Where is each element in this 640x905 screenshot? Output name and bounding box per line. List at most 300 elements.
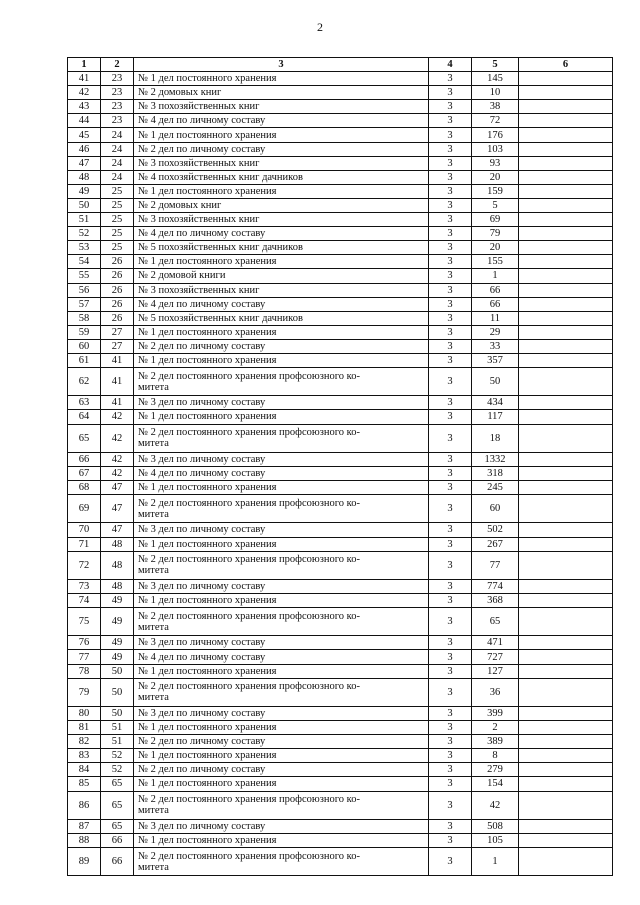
row-number-cell: 61 <box>68 353 101 367</box>
column-4-cell: 3 <box>429 297 472 311</box>
column-4-cell: 3 <box>429 721 472 735</box>
column-4-cell: 3 <box>429 424 472 452</box>
table-row <box>68 777 613 791</box>
note-cell <box>519 551 613 579</box>
table-row <box>68 255 613 269</box>
count-cell: 245 <box>472 481 519 495</box>
column-4-cell: 3 <box>429 198 472 212</box>
note-cell <box>519 72 613 86</box>
count-cell: 42 <box>472 791 519 819</box>
header-col-6: 6 <box>519 58 613 72</box>
table-row <box>68 791 613 819</box>
description-cell: № 1 дел постоянного хранения <box>134 777 429 791</box>
description-cell: № 2 дел постоянного хранения профсоюзного ко- митета <box>134 791 429 819</box>
fond-number-cell: 23 <box>101 100 134 114</box>
row-number-cell: 70 <box>68 523 101 537</box>
column-4-cell: 3 <box>429 833 472 847</box>
description-cell: № 1 дел постоянного хранения <box>134 537 429 551</box>
table-row <box>68 452 613 466</box>
note-cell <box>519 706 613 720</box>
description-cell: № 1 дел постоянного хранения <box>134 833 429 847</box>
fond-number-cell: 49 <box>101 650 134 664</box>
fond-number-cell: 52 <box>101 763 134 777</box>
row-number-cell: 60 <box>68 339 101 353</box>
table-row <box>68 100 613 114</box>
column-4-cell: 3 <box>429 255 472 269</box>
row-number-cell: 65 <box>68 424 101 452</box>
table-row <box>68 353 613 367</box>
column-4-cell: 3 <box>429 410 472 424</box>
table-row <box>68 396 613 410</box>
fond-number-cell: 23 <box>101 72 134 86</box>
description-cell: № 2 дел по личному составу <box>134 763 429 777</box>
column-4-cell: 3 <box>429 184 472 198</box>
row-number-cell: 74 <box>68 594 101 608</box>
fond-number-cell: 25 <box>101 184 134 198</box>
note-cell <box>519 297 613 311</box>
description-cell: № 2 дел постоянного хранения профсоюзного ко- митета <box>134 424 429 452</box>
table-row <box>68 283 613 297</box>
note-cell <box>519 184 613 198</box>
fond-number-cell: 52 <box>101 749 134 763</box>
note-cell <box>519 833 613 847</box>
description-cell: № 5 похозяйственных книг дачников <box>134 241 429 255</box>
description-cell: № 2 дел по личному составу <box>134 142 429 156</box>
row-number-cell: 42 <box>68 86 101 100</box>
table-row <box>68 650 613 664</box>
description-cell: № 2 дел постоянного хранения профсоюзного ко- митета <box>134 495 429 523</box>
header-col-5: 5 <box>472 58 519 72</box>
column-4-cell: 3 <box>429 100 472 114</box>
count-cell: 389 <box>472 735 519 749</box>
fond-number-cell: 23 <box>101 114 134 128</box>
note-cell <box>519 114 613 128</box>
count-cell: 105 <box>472 833 519 847</box>
description-cell: № 3 дел по личному составу <box>134 396 429 410</box>
column-4-cell: 3 <box>429 368 472 396</box>
row-number-cell: 49 <box>68 184 101 198</box>
column-4-cell: 3 <box>429 819 472 833</box>
note-cell <box>519 819 613 833</box>
row-number-cell: 75 <box>68 608 101 636</box>
column-4-cell: 3 <box>429 636 472 650</box>
count-cell: 127 <box>472 664 519 678</box>
row-number-cell: 48 <box>68 170 101 184</box>
column-4-cell: 3 <box>429 72 472 86</box>
note-cell <box>519 495 613 523</box>
row-number-cell: 69 <box>68 495 101 523</box>
table-header-row <box>68 58 613 72</box>
table-row <box>68 198 613 212</box>
count-cell: 399 <box>472 706 519 720</box>
table-row <box>68 636 613 650</box>
fond-number-cell: 26 <box>101 311 134 325</box>
count-cell: 2 <box>472 721 519 735</box>
column-4-cell: 3 <box>429 749 472 763</box>
row-number-cell: 43 <box>68 100 101 114</box>
fond-number-cell: 42 <box>101 466 134 480</box>
description-cell: № 1 дел постоянного хранения <box>134 749 429 763</box>
table-row <box>68 537 613 551</box>
count-cell: 50 <box>472 368 519 396</box>
note-cell <box>519 128 613 142</box>
table-row <box>68 848 613 876</box>
row-number-cell: 82 <box>68 735 101 749</box>
fond-number-cell: 26 <box>101 269 134 283</box>
column-4-cell: 3 <box>429 227 472 241</box>
row-number-cell: 88 <box>68 833 101 847</box>
row-number-cell: 55 <box>68 269 101 283</box>
page-number: 2 <box>317 20 323 34</box>
count-cell: 471 <box>472 636 519 650</box>
note-cell <box>519 283 613 297</box>
count-cell: 508 <box>472 819 519 833</box>
note-cell <box>519 678 613 706</box>
fond-number-cell: 65 <box>101 819 134 833</box>
row-number-cell: 85 <box>68 777 101 791</box>
note-cell <box>519 452 613 466</box>
table-row <box>68 114 613 128</box>
description-cell: № 4 дел по личному составу <box>134 227 429 241</box>
row-number-cell: 84 <box>68 763 101 777</box>
count-cell: 5 <box>472 198 519 212</box>
fond-number-cell: 48 <box>101 551 134 579</box>
column-4-cell: 3 <box>429 706 472 720</box>
note-cell <box>519 325 613 339</box>
fond-number-cell: 47 <box>101 523 134 537</box>
description-cell: № 2 домовых книг <box>134 198 429 212</box>
count-cell: 18 <box>472 424 519 452</box>
row-number-cell: 54 <box>68 255 101 269</box>
row-number-cell: 58 <box>68 311 101 325</box>
description-cell: № 3 дел по личному составу <box>134 819 429 833</box>
description-cell: № 1 дел постоянного хранения <box>134 664 429 678</box>
fond-number-cell: 42 <box>101 452 134 466</box>
description-cell: № 5 похозяйственных книг дачников <box>134 311 429 325</box>
description-cell: № 1 дел постоянного хранения <box>134 72 429 86</box>
count-cell: 117 <box>472 410 519 424</box>
column-4-cell: 3 <box>429 551 472 579</box>
row-number-cell: 45 <box>68 128 101 142</box>
fond-number-cell: 27 <box>101 339 134 353</box>
archive-table <box>67 57 613 876</box>
column-4-cell: 3 <box>429 608 472 636</box>
note-cell <box>519 424 613 452</box>
row-number-cell: 81 <box>68 721 101 735</box>
table-row <box>68 339 613 353</box>
description-cell: № 4 похозяйственных книг дачников <box>134 170 429 184</box>
column-4-cell: 3 <box>429 213 472 227</box>
fond-number-cell: 24 <box>101 128 134 142</box>
count-cell: 267 <box>472 537 519 551</box>
column-4-cell: 3 <box>429 495 472 523</box>
note-cell <box>519 791 613 819</box>
column-4-cell: 3 <box>429 283 472 297</box>
count-cell: 502 <box>472 523 519 537</box>
description-cell: № 1 дел постоянного хранения <box>134 721 429 735</box>
table-row <box>68 156 613 170</box>
row-number-cell: 44 <box>68 114 101 128</box>
fond-number-cell: 42 <box>101 424 134 452</box>
row-number-cell: 79 <box>68 678 101 706</box>
table-row <box>68 594 613 608</box>
column-4-cell: 3 <box>429 396 472 410</box>
table-row <box>68 410 613 424</box>
description-cell: № 2 дел постоянного хранения профсоюзного ко- митета <box>134 368 429 396</box>
fond-number-cell: 26 <box>101 255 134 269</box>
column-4-cell: 3 <box>429 170 472 184</box>
table-row <box>68 664 613 678</box>
row-number-cell: 77 <box>68 650 101 664</box>
row-number-cell: 41 <box>68 72 101 86</box>
row-number-cell: 89 <box>68 848 101 876</box>
description-cell: № 3 похозяйственных книг <box>134 283 429 297</box>
table-row <box>68 213 613 227</box>
table-row <box>68 833 613 847</box>
column-4-cell: 3 <box>429 523 472 537</box>
row-number-cell: 50 <box>68 198 101 212</box>
count-cell: 103 <box>472 142 519 156</box>
count-cell: 1332 <box>472 452 519 466</box>
description-cell: № 1 дел постоянного хранения <box>134 481 429 495</box>
count-cell: 368 <box>472 594 519 608</box>
count-cell: 66 <box>472 297 519 311</box>
description-cell: № 1 дел постоянного хранения <box>134 410 429 424</box>
description-cell: № 3 похозяйственных книг <box>134 156 429 170</box>
fond-number-cell: 65 <box>101 791 134 819</box>
note-cell <box>519 142 613 156</box>
count-cell: 20 <box>472 241 519 255</box>
table-row <box>68 678 613 706</box>
fond-number-cell: 24 <box>101 170 134 184</box>
count-cell: 279 <box>472 763 519 777</box>
column-4-cell: 3 <box>429 142 472 156</box>
count-cell: 69 <box>472 213 519 227</box>
row-number-cell: 72 <box>68 551 101 579</box>
description-cell: № 4 дел по личному составу <box>134 297 429 311</box>
table-row <box>68 86 613 100</box>
row-number-cell: 80 <box>68 706 101 720</box>
description-cell: № 4 дел по личному составу <box>134 650 429 664</box>
table-row <box>68 170 613 184</box>
table-row <box>68 297 613 311</box>
row-number-cell: 53 <box>68 241 101 255</box>
column-4-cell: 3 <box>429 269 472 283</box>
row-number-cell: 52 <box>68 227 101 241</box>
fond-number-cell: 24 <box>101 156 134 170</box>
header-col-3: 3 <box>134 58 429 72</box>
count-cell: 79 <box>472 227 519 241</box>
count-cell: 93 <box>472 156 519 170</box>
row-number-cell: 62 <box>68 368 101 396</box>
note-cell <box>519 777 613 791</box>
note-cell <box>519 763 613 777</box>
row-number-cell: 83 <box>68 749 101 763</box>
column-4-cell: 3 <box>429 452 472 466</box>
table-row <box>68 551 613 579</box>
table-row <box>68 523 613 537</box>
column-4-cell: 3 <box>429 128 472 142</box>
note-cell <box>519 213 613 227</box>
fond-number-cell: 26 <box>101 283 134 297</box>
description-cell: № 1 дел постоянного хранения <box>134 128 429 142</box>
count-cell: 8 <box>472 749 519 763</box>
column-4-cell: 3 <box>429 325 472 339</box>
table-row <box>68 608 613 636</box>
row-number-cell: 78 <box>68 664 101 678</box>
description-cell: № 3 похозяйственных книг <box>134 213 429 227</box>
description-cell: № 3 дел по личному составу <box>134 452 429 466</box>
count-cell: 357 <box>472 353 519 367</box>
description-cell: № 2 дел по личному составу <box>134 735 429 749</box>
fond-number-cell: 25 <box>101 198 134 212</box>
column-4-cell: 3 <box>429 241 472 255</box>
fond-number-cell: 50 <box>101 678 134 706</box>
row-number-cell: 51 <box>68 213 101 227</box>
fond-number-cell: 66 <box>101 833 134 847</box>
fond-number-cell: 49 <box>101 636 134 650</box>
description-cell: № 2 домовых книг <box>134 86 429 100</box>
note-cell <box>519 721 613 735</box>
count-cell: 1 <box>472 269 519 283</box>
column-4-cell: 3 <box>429 114 472 128</box>
note-cell <box>519 848 613 876</box>
fond-number-cell: 50 <box>101 706 134 720</box>
note-cell <box>519 608 613 636</box>
note-cell <box>519 353 613 367</box>
count-cell: 20 <box>472 170 519 184</box>
note-cell <box>519 227 613 241</box>
description-cell: № 3 дел по личному составу <box>134 706 429 720</box>
fond-number-cell: 49 <box>101 608 134 636</box>
description-cell: № 4 дел по личному составу <box>134 466 429 480</box>
fond-number-cell: 25 <box>101 227 134 241</box>
note-cell <box>519 311 613 325</box>
table-row <box>68 579 613 593</box>
count-cell: 774 <box>472 579 519 593</box>
row-number-cell: 56 <box>68 283 101 297</box>
row-number-cell: 73 <box>68 579 101 593</box>
row-number-cell: 46 <box>68 142 101 156</box>
fond-number-cell: 23 <box>101 86 134 100</box>
note-cell <box>519 523 613 537</box>
note-cell <box>519 749 613 763</box>
row-number-cell: 66 <box>68 452 101 466</box>
fond-number-cell: 47 <box>101 481 134 495</box>
fond-number-cell: 51 <box>101 735 134 749</box>
table-row <box>68 749 613 763</box>
description-cell: № 2 дел постоянного хранения профсоюзного ко- митета <box>134 608 429 636</box>
note-cell <box>519 100 613 114</box>
count-cell: 36 <box>472 678 519 706</box>
description-cell: № 3 дел по личному составу <box>134 636 429 650</box>
column-4-cell: 3 <box>429 791 472 819</box>
table-row <box>68 227 613 241</box>
description-cell: № 3 похозяйственных книг <box>134 100 429 114</box>
row-number-cell: 63 <box>68 396 101 410</box>
row-number-cell: 57 <box>68 297 101 311</box>
fond-number-cell: 51 <box>101 721 134 735</box>
description-cell: № 1 дел постоянного хранения <box>134 325 429 339</box>
note-cell <box>519 636 613 650</box>
note-cell <box>519 466 613 480</box>
description-cell: № 1 дел постоянного хранения <box>134 184 429 198</box>
table-row <box>68 269 613 283</box>
fond-number-cell: 27 <box>101 325 134 339</box>
count-cell: 77 <box>472 551 519 579</box>
count-cell: 155 <box>472 255 519 269</box>
row-number-cell: 64 <box>68 410 101 424</box>
column-4-cell: 3 <box>429 353 472 367</box>
row-number-cell: 67 <box>68 466 101 480</box>
table-body <box>68 72 613 876</box>
note-cell <box>519 410 613 424</box>
note-cell <box>519 735 613 749</box>
table-row <box>68 481 613 495</box>
description-cell: № 2 дел постоянного хранения профсоюзного ко- митета <box>134 551 429 579</box>
count-cell: 1 <box>472 848 519 876</box>
count-cell: 727 <box>472 650 519 664</box>
description-cell: № 1 дел постоянного хранения <box>134 594 429 608</box>
row-number-cell: 47 <box>68 156 101 170</box>
table-row <box>68 763 613 777</box>
row-number-cell: 68 <box>68 481 101 495</box>
fond-number-cell: 25 <box>101 213 134 227</box>
table-row <box>68 495 613 523</box>
column-4-cell: 3 <box>429 678 472 706</box>
header-col-1: 1 <box>68 58 101 72</box>
table-row <box>68 142 613 156</box>
table-row <box>68 368 613 396</box>
note-cell <box>519 579 613 593</box>
fond-number-cell: 41 <box>101 396 134 410</box>
table-row <box>68 706 613 720</box>
note-cell <box>519 170 613 184</box>
count-cell: 154 <box>472 777 519 791</box>
table-row <box>68 241 613 255</box>
description-cell: № 2 домовой книги <box>134 269 429 283</box>
table-row <box>68 72 613 86</box>
fond-number-cell: 49 <box>101 594 134 608</box>
note-cell <box>519 241 613 255</box>
column-4-cell: 3 <box>429 763 472 777</box>
note-cell <box>519 664 613 678</box>
column-4-cell: 3 <box>429 664 472 678</box>
description-cell: № 2 дел постоянного хранения профсоюзного ко- митета <box>134 848 429 876</box>
count-cell: 29 <box>472 325 519 339</box>
count-cell: 66 <box>472 283 519 297</box>
note-cell <box>519 339 613 353</box>
column-4-cell: 3 <box>429 339 472 353</box>
count-cell: 176 <box>472 128 519 142</box>
fond-number-cell: 48 <box>101 537 134 551</box>
note-cell <box>519 156 613 170</box>
column-4-cell: 3 <box>429 848 472 876</box>
fond-number-cell: 41 <box>101 368 134 396</box>
description-cell: № 1 дел постоянного хранения <box>134 353 429 367</box>
count-cell: 33 <box>472 339 519 353</box>
column-4-cell: 3 <box>429 579 472 593</box>
fond-number-cell: 42 <box>101 410 134 424</box>
note-cell <box>519 650 613 664</box>
note-cell <box>519 396 613 410</box>
count-cell: 10 <box>472 86 519 100</box>
description-cell: № 2 дел постоянного хранения профсоюзного ко- митета <box>134 678 429 706</box>
count-cell: 11 <box>472 311 519 325</box>
fond-number-cell: 25 <box>101 241 134 255</box>
note-cell <box>519 86 613 100</box>
row-number-cell: 76 <box>68 636 101 650</box>
